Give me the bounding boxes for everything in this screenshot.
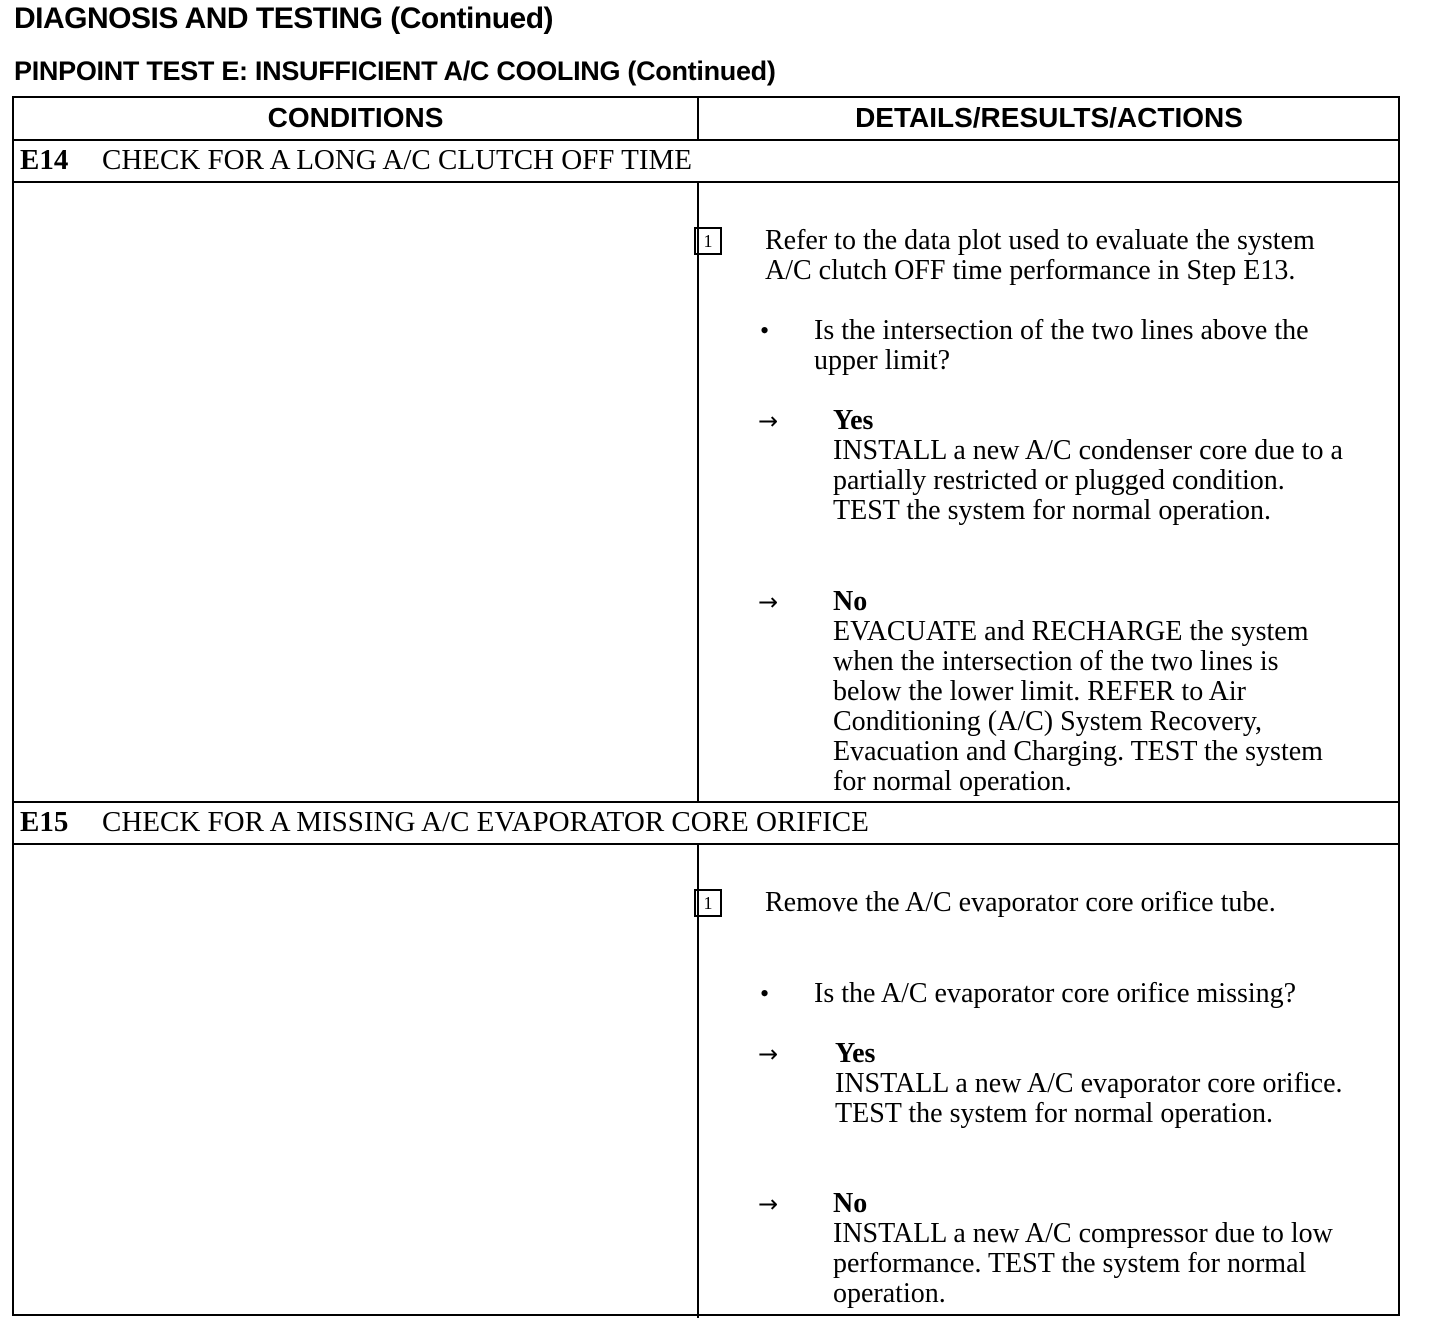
step-number: E15	[20, 806, 69, 838]
e14-question	[814, 316, 1309, 376]
result-line: for normal operation.	[833, 766, 1072, 797]
e14-no-result	[833, 587, 1323, 797]
question-line: Is the A/C evaporator core orifice missing?	[814, 978, 1297, 1009]
result-line: performance. TEST the system for normal	[833, 1248, 1307, 1279]
e15-yes-result	[835, 1039, 1343, 1129]
bullet-icon: •	[760, 979, 770, 1008]
e14-action-text	[765, 226, 1315, 286]
arrow-right-icon: →	[758, 588, 779, 616]
step-e15-heading	[20, 806, 869, 839]
action-number-box: 1	[694, 227, 722, 255]
arrow-right-icon: →	[758, 1040, 779, 1068]
step-e15-divider	[14, 843, 1398, 845]
column-divider-header	[697, 98, 699, 139]
e15-action-text	[765, 888, 1276, 918]
step-title: CHECK FOR A MISSING A/C EVAPORATOR CORE ORIFICE	[102, 806, 869, 838]
step-title: CHECK FOR A LONG A/C CLUTCH OFF TIME	[102, 144, 693, 176]
step-number: E14	[20, 144, 69, 176]
step-e14-heading	[20, 144, 692, 177]
result-line: INSTALL a new A/C evaporator core orifice.	[835, 1068, 1343, 1099]
question-line: Is the intersection of the two lines above the	[814, 315, 1309, 346]
bullet-icon: •	[760, 316, 770, 345]
result-line: INSTALL a new A/C compressor due to low	[833, 1218, 1333, 1249]
result-line: when the intersection of the two lines is	[833, 646, 1279, 677]
result-line: TEST the system for normal operation.	[833, 495, 1272, 526]
no-label: No	[833, 586, 868, 617]
e15-no-result	[833, 1189, 1333, 1309]
details-column-header: DETAILS/RESULTS/ACTIONS	[855, 102, 1243, 133]
question-line: upper limit?	[814, 345, 951, 376]
result-line: Conditioning (A/C) System Recovery,	[833, 706, 1263, 737]
result-line: TEST the system for normal operation.	[835, 1098, 1274, 1129]
result-line: Evacuation and Charging. TEST the system	[833, 736, 1323, 767]
column-divider-e14	[697, 181, 699, 801]
header-divider	[14, 139, 1398, 141]
step-e14-divider	[14, 181, 1398, 183]
yes-label: Yes	[835, 1038, 876, 1069]
no-label: No	[833, 1188, 868, 1219]
action-number-box: 1	[694, 889, 722, 917]
yes-label: Yes	[833, 405, 874, 436]
result-line: INSTALL a new A/C condenser core due to a	[833, 435, 1343, 466]
page-title: DIAGNOSIS AND TESTING (Continued)	[14, 2, 554, 35]
action-line: Remove the A/C evaporator core orifice tube.	[765, 887, 1276, 918]
step-e15-top-divider	[14, 801, 1398, 803]
conditions-column-header: CONDITIONS	[267, 102, 444, 133]
action-line: A/C clutch OFF time performance in Step E13.	[765, 255, 1296, 286]
result-line: EVACUATE and RECHARGE the system	[833, 616, 1309, 647]
arrow-right-icon: →	[758, 407, 779, 435]
result-line: partially restricted or plugged condition.	[833, 465, 1285, 496]
pinpoint-test-title: PINPOINT TEST E: INSUFFICIENT A/C COOLING (Continued)	[14, 56, 776, 86]
e14-yes-result	[833, 406, 1343, 526]
e15-question	[814, 979, 1296, 1009]
action-line: Refer to the data plot used to evaluate the system	[765, 225, 1315, 256]
result-line: operation.	[833, 1278, 946, 1309]
result-line: below the lower limit. REFER to Air	[833, 676, 1246, 707]
arrow-right-icon: →	[758, 1190, 779, 1218]
